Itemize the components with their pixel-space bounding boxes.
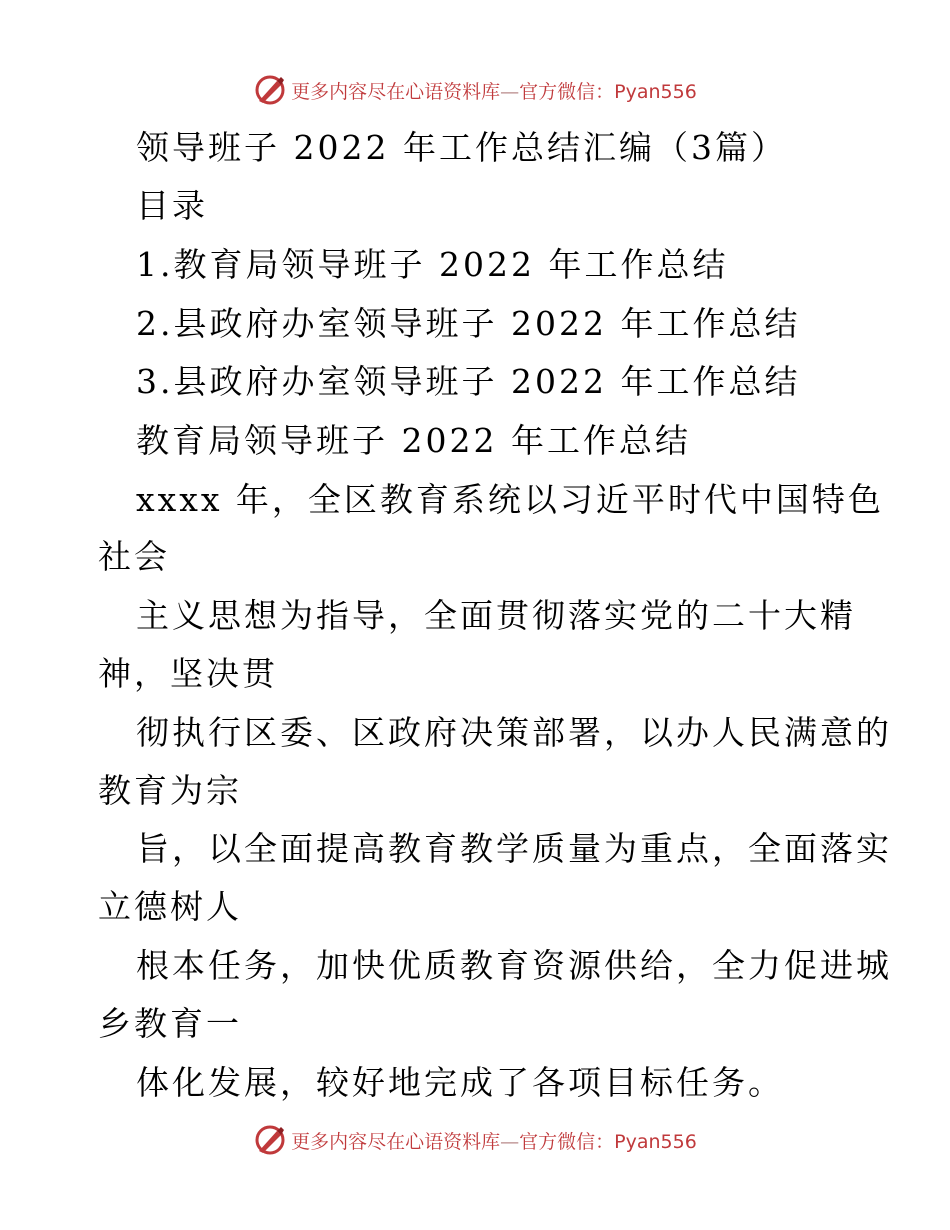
watermark-banner-top: [0, 70, 950, 110]
body-line: 乡教育一: [98, 1004, 242, 1043]
toc-item-3: 3.县政府办室领导班子 2022 年工作总结: [136, 362, 801, 401]
body-line: 神，坚决贯: [98, 654, 278, 693]
body-line: 教育为宗: [98, 771, 242, 810]
section-heading: 教育局领导班子 2022 年工作总结: [136, 421, 691, 460]
document-title: 领导班子 2022 年工作总结汇编（3篇）: [136, 128, 787, 167]
body-line: 体化发展，较好地完成了各项目标任务。: [136, 1063, 784, 1102]
toc-item-1: 1.教育局领导班子 2022 年工作总结: [136, 245, 729, 284]
body-line: xxxx 年，全区教育系统以习近平时代中国特色: [136, 480, 884, 519]
pen-logo-icon: [253, 73, 287, 107]
body-line: 彻执行区委、区政府决策部署，以办人民满意的: [136, 713, 892, 752]
toc-heading: 目录: [136, 186, 208, 225]
body-line: 旨，以全面提高教育教学质量为重点，全面落实: [136, 829, 892, 868]
body-line: 主义思想为指导，全面贯彻落实党的二十大精: [136, 596, 856, 635]
pen-logo-icon: [253, 1123, 287, 1157]
watermark-banner-bottom: [0, 1120, 950, 1160]
body-line: 根本任务，加快优质教育资源供给，全力促进城: [136, 946, 892, 985]
body-line: 社会: [98, 537, 170, 576]
watermark-text: 更多内容尽在心语资料库—官方微信：Pyan556: [291, 80, 697, 103]
toc-item-2: 2.县政府办室领导班子 2022 年工作总结: [136, 304, 801, 343]
watermark-text: 更多内容尽在心语资料库—官方微信：Pyan556: [291, 1130, 697, 1153]
body-line: 立德树人: [98, 887, 242, 926]
